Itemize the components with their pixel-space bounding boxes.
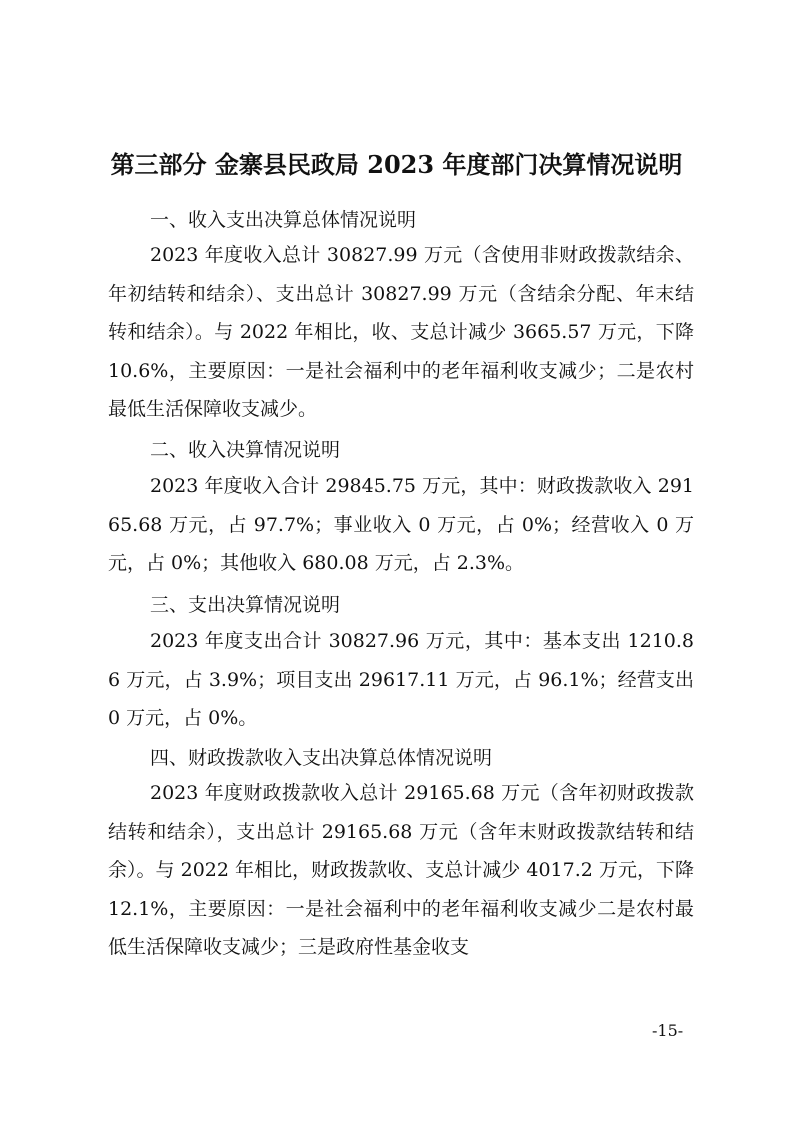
document-title: 第三部分 金寨县民政局 2023 年度部门决算情况说明	[110, 150, 683, 179]
section-heading-4: 四、财政拨款收入支出决算总体情况说明	[150, 747, 493, 769]
section-body-3: 2023 年度支出合计 30827.96 万元，其中：基本支出 1210.86 万元，占 3.9%；项目支出 29617.11 万元，占 96.1%；经营支出 0 万元，占 0%。	[108, 630, 694, 729]
section-body-1: 2023 年度收入总计 30827.99 万元（含使用非财政拨款结余、年初结转和结余）、支出总计 30827.99 万元（含结余分配、年末结转和结余）。与 2022 年相比，收、支总计减少 3665.57 万元，下降 10.6%，主要原因：一是社会福利中的老年福利收支减少；二是农村最低生活保障收支减少。	[108, 244, 694, 420]
section-heading-2: 二、收入决算情况说明	[150, 439, 341, 461]
section-body-4: 2023 年度财政拨款收入总计 29165.68 万元（含年初财政拨款结转和结余），支出总计 29165.68 万元（含年末财政拨款结转和结余）。与 2022 年相比，财政拨款收、支总计减少 4017.2 万元，下降 12.1%，主要原因：一是社会福利中的老年福利收支减少二是农村最低生活保障收支减少；三是政府性基金收支	[108, 782, 694, 958]
section-heading-3: 三、支出决算情况说明	[150, 594, 341, 616]
section-body-2: 2023 年度收入合计 29845.75 万元，其中：财政拨款收入 29165.68 万元，占 97.7%；事业收入 0 万元，占 0%；经营收入 0 万元，占 0%；其他收入 680.08 万元，占 2.3%。	[108, 475, 694, 574]
section-heading-1: 一、收入支出决算总体情况说明	[150, 209, 417, 231]
page-number: -15-	[652, 1021, 684, 1040]
